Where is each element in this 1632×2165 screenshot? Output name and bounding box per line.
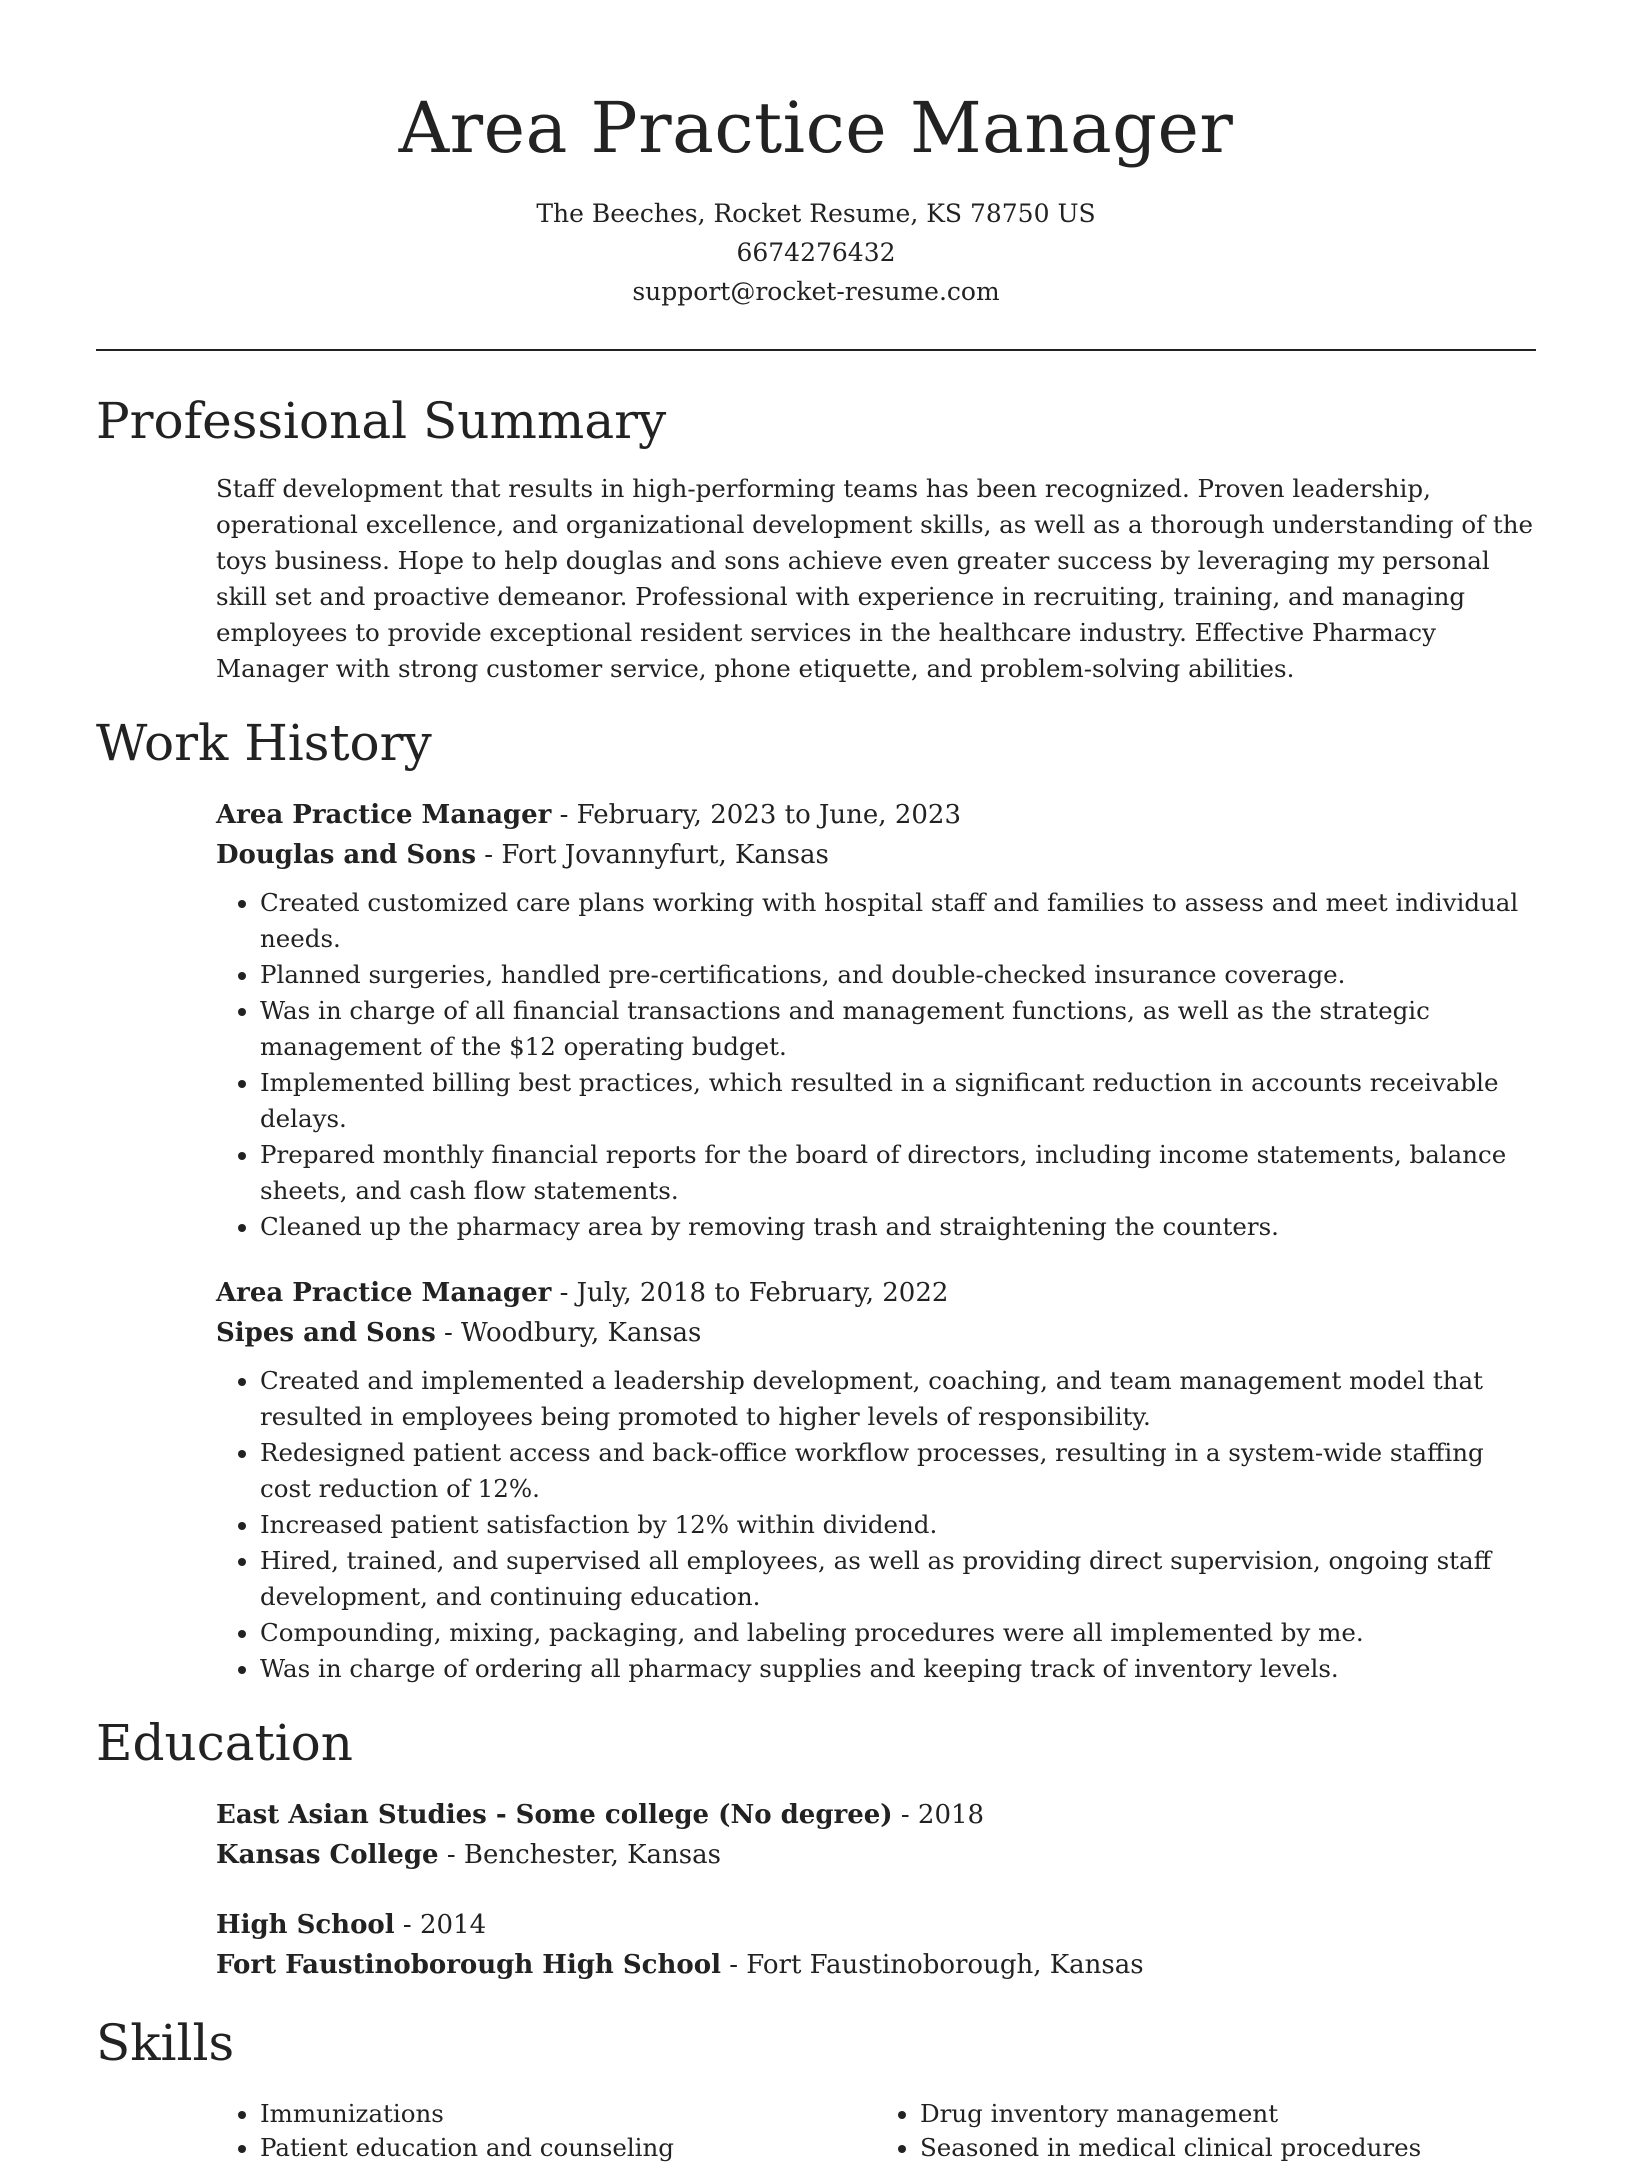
list-item: • Cleaned up the pharmacy area by removing trash and straightening the counters. — [260, 1209, 1536, 1245]
education-school-line — [216, 1835, 1536, 1875]
list-item: • Created customized care plans working with hospital staff and families to assess and meet individual needs. — [260, 885, 1536, 957]
job-entry-2 — [216, 1273, 1536, 1687]
job-dates: - July, 2018 to February, 2022 — [551, 1278, 949, 1308]
skill-item: • Seasoned in medical clinical procedures — [920, 2131, 1536, 2165]
job-location: - Woodbury, Kansas — [435, 1318, 702, 1348]
skills-column-right — [876, 2097, 1536, 2165]
job-entry-1 — [216, 795, 1536, 1245]
list-item: • Implemented billing best practices, which resulted in a significant reduction in accounts receivable delays. — [260, 1065, 1536, 1137]
list-item: • Planned surgeries, handled pre-certifications, and double-checked insurance coverage. — [260, 957, 1536, 993]
education-school-line — [216, 1945, 1536, 1985]
summary-heading: Professional Summary — [96, 392, 667, 450]
work-history-heading: Work History — [96, 714, 432, 772]
skill-item: • Drug inventory management — [920, 2097, 1536, 2131]
skills-list — [216, 2097, 1536, 2165]
job-company: Sipes and Sons — [216, 1318, 436, 1348]
education-location: - Fort Faustinoborough, Kansas — [720, 1950, 1144, 1980]
education-degree-line — [216, 1905, 1536, 1945]
education-degree: East Asian Studies - Some college (No degree) — [216, 1800, 893, 1830]
resume-header — [96, 0, 1536, 311]
skills-heading: Skills — [96, 2014, 235, 2072]
education-year: - 2018 — [892, 1800, 985, 1830]
education-entry-1 — [216, 1795, 1536, 1875]
job-title-line — [216, 1273, 1536, 1313]
header-divider — [96, 349, 1536, 351]
education-school: Fort Faustinoborough High School — [216, 1950, 721, 1980]
job-role: Area Practice Manager — [216, 800, 552, 830]
resume-title: Area Practice Manager — [398, 87, 1234, 169]
summary-text: Staff development that results in high-performing teams has been recognized. Proven leadership, operational excellence, and organizational development skills, as well as a thorough understanding of the toys business. Hope to help douglas and sons achieve even greater success by leveraging my personal skill set and proactive demeanor. Professional with experience in recruiting, training, and managing employees to provide exceptional resident services in the healthcare industry. Effective Pharmacy Manager with strong customer service, phone etiquette, and problem-solving abilities. — [216, 474, 1534, 683]
skill-item: • Patient education and counseling — [260, 2131, 876, 2165]
education-location: - Benchester, Kansas — [438, 1840, 721, 1870]
education-degree-line — [216, 1795, 1536, 1835]
job-company-line — [216, 1313, 1536, 1353]
education-year: - 2014 — [394, 1910, 487, 1940]
contact-phone: 6674276432 — [736, 238, 896, 267]
job-bullets — [216, 1363, 1536, 1687]
education-degree: High School — [216, 1910, 395, 1940]
list-item: • Redesigned patient access and back-office workflow processes, resulting in a system-wide staffing cost reduction of 12%. — [260, 1435, 1536, 1507]
education-school: Kansas College — [216, 1840, 439, 1870]
job-bullets — [216, 885, 1536, 1245]
job-role: Area Practice Manager — [216, 1278, 552, 1308]
job-title-line — [216, 795, 1536, 835]
contact-address: The Beeches, Rocket Resume, KS 78750 US — [536, 199, 1096, 228]
education-heading: Education — [96, 1714, 353, 1772]
job-dates: - February, 2023 to June, 2023 — [551, 800, 961, 830]
job-company-line — [216, 835, 1536, 875]
job-location: - Fort Jovannyfurt, Kansas — [476, 840, 829, 870]
contact-email: support@rocket-resume.com — [632, 277, 1000, 306]
skill-item: • Immunizations — [260, 2097, 876, 2131]
job-company: Douglas and Sons — [216, 840, 477, 870]
list-item: • Was in charge of ordering all pharmacy supplies and keeping track of inventory levels. — [260, 1651, 1536, 1687]
list-item: • Compounding, mixing, packaging, and labeling procedures were all implemented by me. — [260, 1615, 1536, 1651]
contact-block — [96, 194, 1536, 311]
skills-column-left — [216, 2097, 876, 2165]
education-entry-2 — [216, 1905, 1536, 1985]
list-item: • Hired, trained, and supervised all employees, as well as providing direct supervision, ongoing staff development, and continuing education. — [260, 1543, 1536, 1615]
list-item: • Increased patient satisfaction by 12% within dividend. — [260, 1507, 1536, 1543]
list-item: • Prepared monthly financial reports for the board of directors, including income statements, balance sheets, and cash flow statements. — [260, 1137, 1536, 1209]
list-item: • Was in charge of all financial transactions and management functions, as well as the strategic management of the $12 operating budget. — [260, 993, 1536, 1065]
list-item: • Created and implemented a leadership development, coaching, and team management model that resulted in employees being promoted to higher levels of responsibility. — [260, 1363, 1536, 1435]
